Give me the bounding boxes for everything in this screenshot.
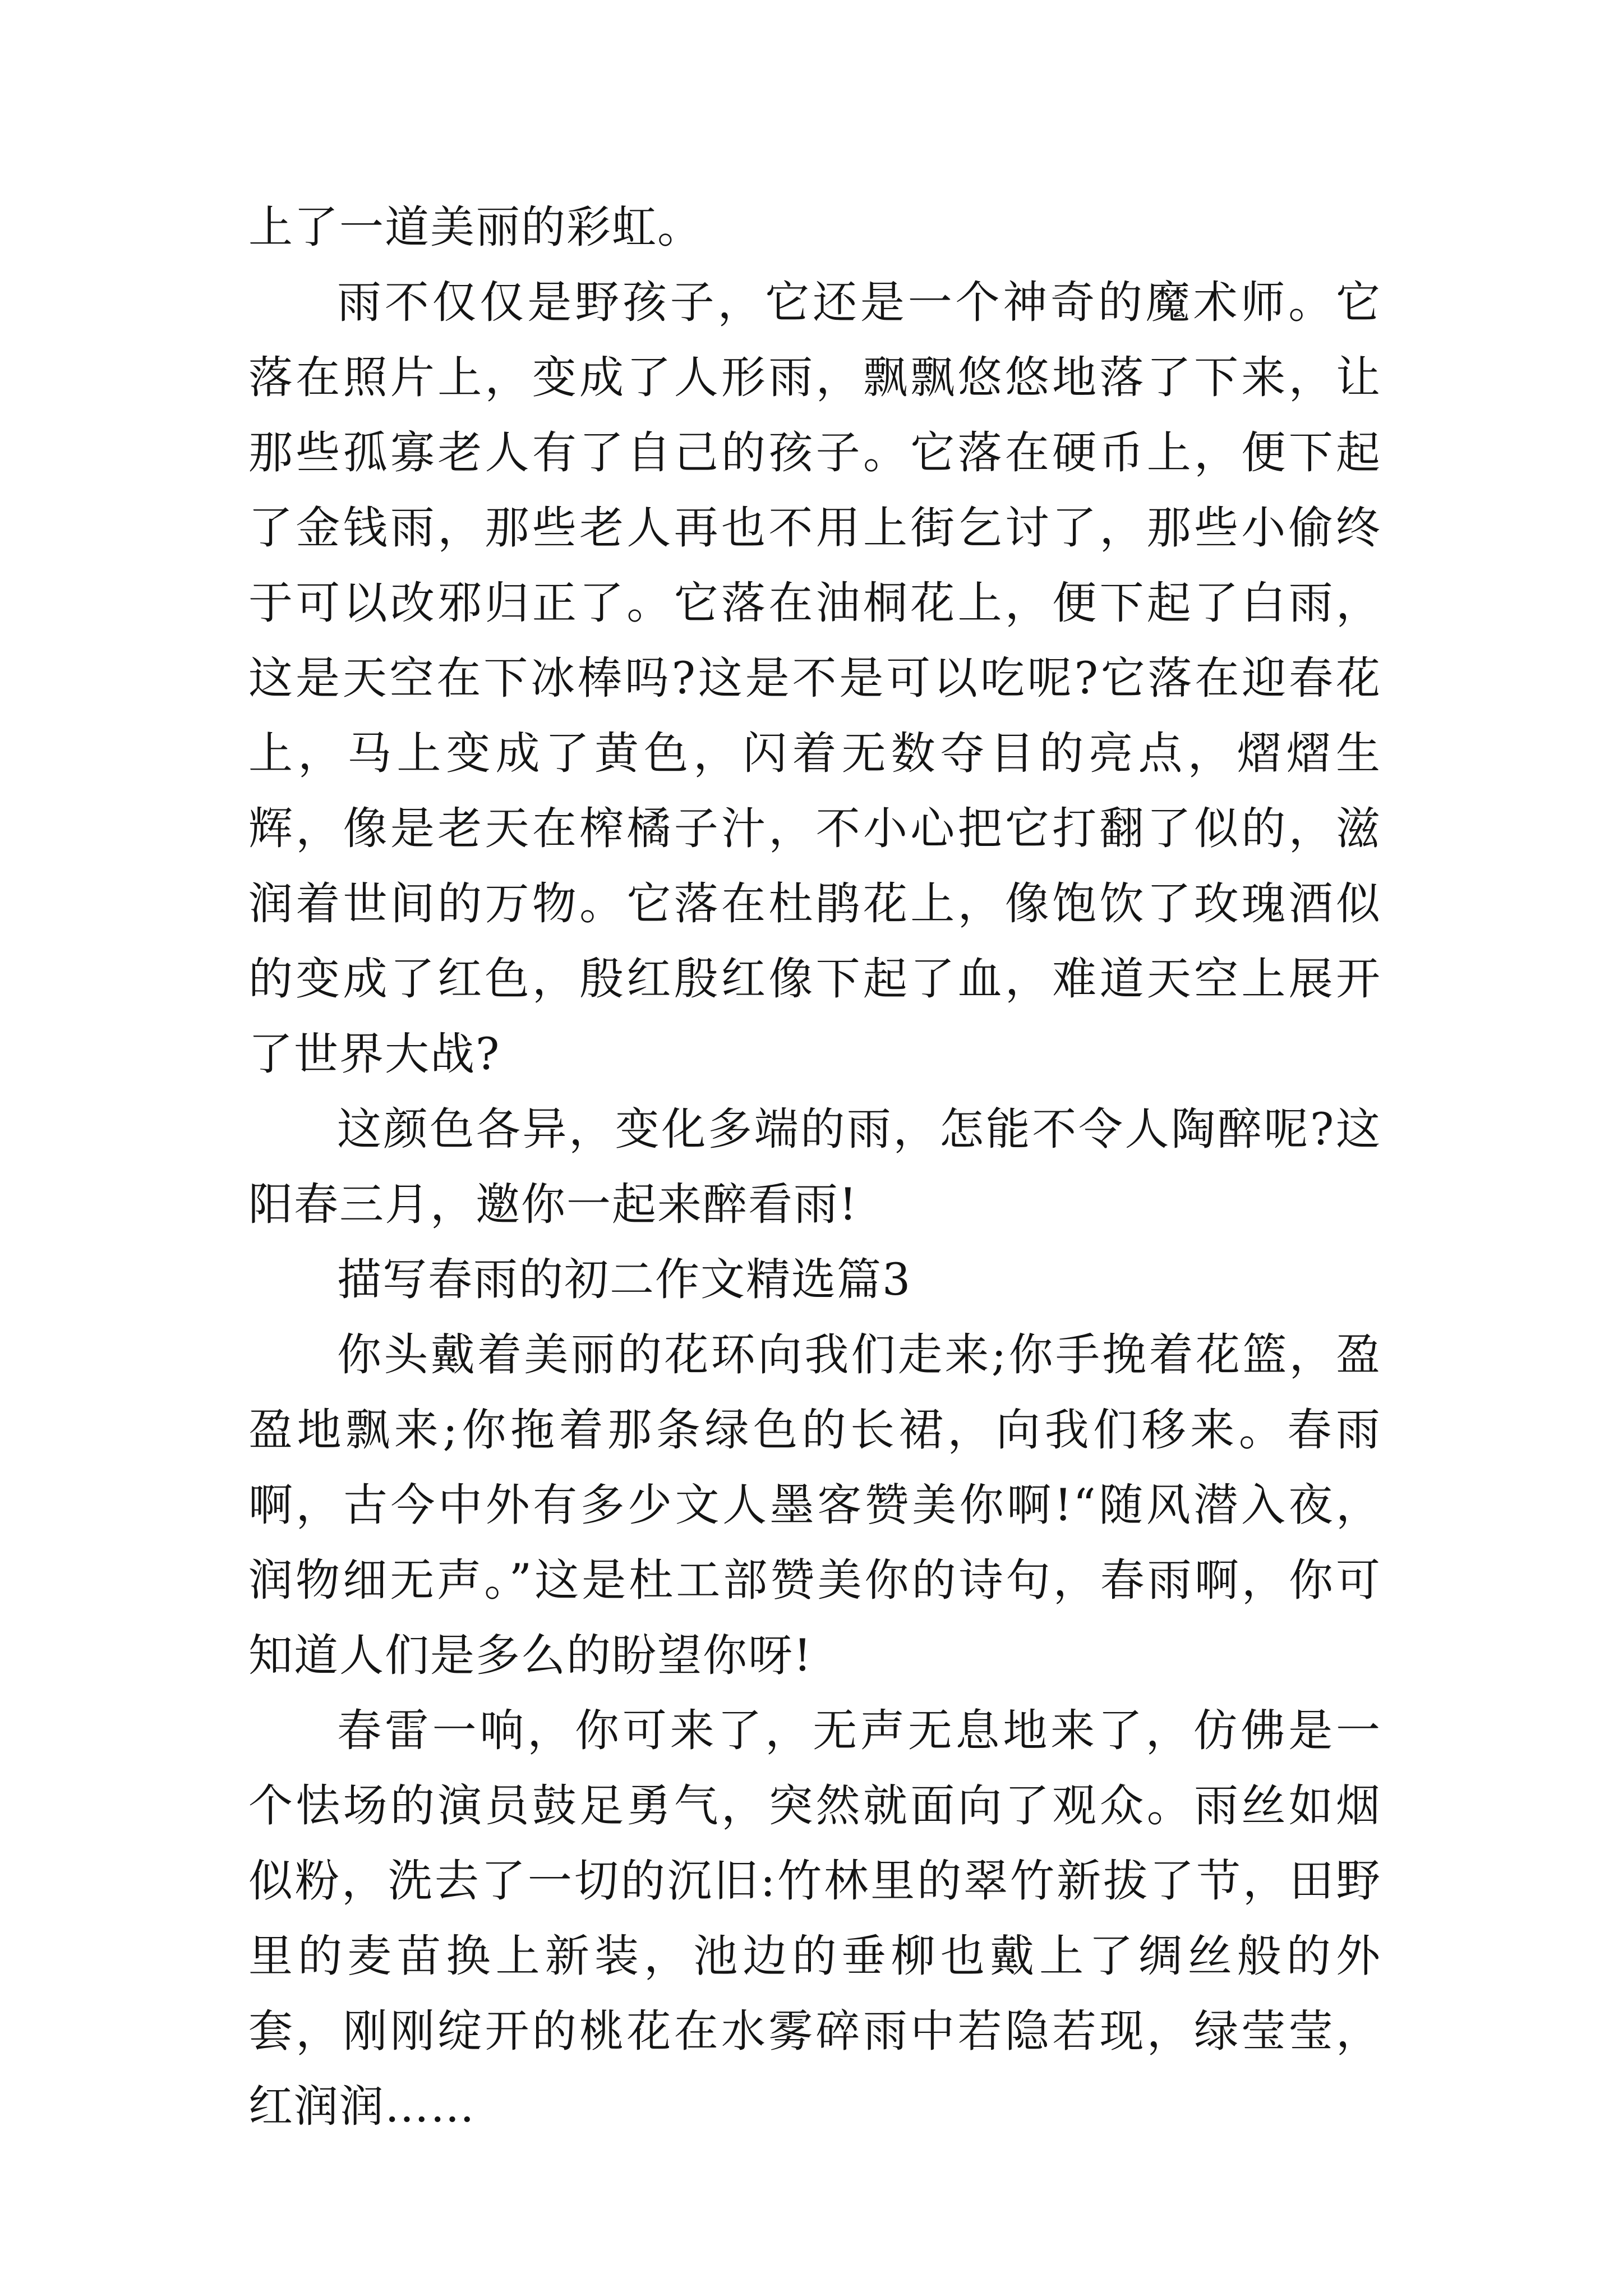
- article-body: [248, 190, 1381, 2144]
- paragraph-colorful-rain: 这颜色各异，变化多端的雨，怎能不令人陶醉呢?这阳春三月，邀你一起来醉看雨!: [248, 1103, 1381, 1230]
- paragraph-spring-rain-intro: 你头戴着美丽的花环向我们走来;你手挽着花篮，盈盈地飘来;你拖着那条绿色的长裙，向我们移来。春雨啊，古今中外有多少文人墨客赞美你啊!“随风潜入夜，润物细无声。”这是杜工部赞美你的诗句，春雨啊，你可知道人们是多么的盼望你呀!: [248, 1329, 1381, 1681]
- paragraph-spring-thunder: 春雷一响，你可来了，无声无息地来了，仿佛是一个怯场的演员鼓足勇气，突然就面向了观众。雨丝如烟似粉，洗去了一切的沉旧:竹林里的翠竹新拔了节，田野里的麦苗换上新装，池边的垂柳也戴上了绸丝般的外套，刚刚绽开的桃花在水雾碎雨中若隐若现，绿莹莹，红润润……: [248, 1705, 1381, 2132]
- section-heading: 描写春雨的初二作文精选篇3: [337, 1254, 912, 1305]
- paragraph-continuation: 上了一道美丽的彩虹。: [248, 201, 703, 253]
- paragraph-magician-rain: 雨不仅仅是野孩子，它还是一个神奇的魔术师。它落在照片上，变成了人形雨，飘飘悠悠地落了下来，让那些孤寡老人有了自己的孩子。它落在硬币上，便下起了金钱雨，那些老人再也不用上街乞讨了，那些小偷终于可以改邪归正了。它落在油桐花上，便下起了白雨，这是天空在下冰棒吗?这是不是可以吃呢?它落在迎春花上，马上变成了黄色，闪着无数夺目的亮点，熠熠生辉，像是老天在榨橘子汁，不小心把它打翻了似的，滋润着世间的万物。它落在杜鹃花上，像饱饮了玫瑰酒似的变成了红色，殷红殷红像下起了血，难道天空上展开了世界大战?: [248, 277, 1381, 1080]
